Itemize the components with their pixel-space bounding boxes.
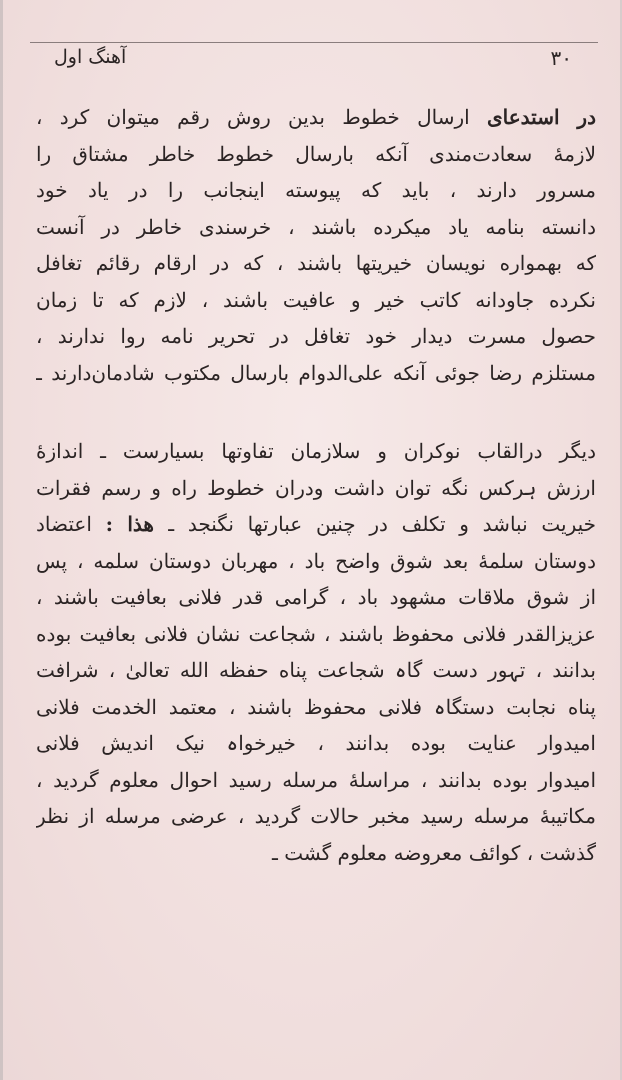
header-rule: [30, 42, 598, 43]
page-left-edge: [0, 0, 3, 1080]
text-line: دانسته بنامه یاد میکرده باشند ، خرسندی خاطر در آنست: [36, 214, 596, 239]
text-line: دوستان سلمهٔ بعد شوق واضح باد ، مهربان دوستان سلمه ، پس: [36, 548, 596, 573]
text-line: عزیزالقدر فلانی محفوظ باشند ، شجاعت نشان فلانی بعافیت بوده: [36, 621, 596, 646]
text-line: امیدوار بوده بدانند ، مراسلهٔ مرسله رسید احوال معلوم گردید ،: [36, 767, 596, 792]
text-fragment: اعتضاد: [36, 512, 106, 536]
text-fragment: خیریت نباشد و تکلف در چنین عبارتها نگنجد ـ: [168, 512, 596, 536]
body-text: [36, 99, 596, 871]
text-line: گذشت ، کوائف معروضه معلوم گشت ـ: [271, 840, 596, 865]
text-line: مسرور دارند ، باید که پیوسته اینجانب را در یاد خود: [36, 178, 596, 202]
running-title: آهنگ اول: [54, 46, 127, 68]
text-line: ارزش ہرکس نگه توان داشت ودران خطوط راه و رسم فقرات: [36, 475, 596, 500]
text-line: مکاتیبهٔ مرسله رسید مخبر حالات گردید ، عرضی مرسله از نظر: [36, 804, 596, 828]
text-line: مستلزم رضا جوئی آنکه علی‌الدوام بارسال مکتوب شادمان‌دارند ـ: [36, 360, 596, 385]
text-line: دیگر درالقاب نوکران و سلازمان تفاوتها بسیارست ـ اندازهٔ: [36, 439, 596, 463]
emphasis-hadha: هذا :: [105, 512, 169, 536]
text-line: [36, 99, 596, 136]
paragraph-gap: [36, 391, 596, 433]
text-line: نکرده جاودانه کاتب خیر و عافیت باشند ، لازم که تا زمان: [36, 287, 596, 312]
text-fragment: ارسال خطوط بدین روش رقم میتوان کرد ،: [36, 105, 487, 129]
text-line: لازمهٔ سعادت‌مندی آنکه بارسال خطوط خاطر مشتاق را: [36, 141, 596, 166]
text-line: امیدوار عنایت بوده بدانند ، خیرخواہ نیک اندیش فلانی: [36, 731, 596, 755]
section-heading: در استدعای: [487, 105, 596, 129]
text-line: از شوق ملاقات مشهود باد ، گرامی قدر فلانی بعافیت باشند ،: [36, 585, 596, 609]
text-line: [36, 506, 596, 543]
page-number: ۳۰: [550, 46, 572, 70]
text-line: حصول مسرت دیدار خود تغافل در تحریر نامه روا ندارند ،: [36, 324, 596, 348]
text-line: بدانند ، تہور دست گاہ شجاعت پناه حفظه الله تعالیٰ ، شرافت: [36, 658, 596, 682]
text-line: که بهمواره نویسان خیریتها باشند ، که در ارقام رقائم تغافل: [36, 251, 596, 275]
text-line: پناه نجابت دستگاہ فلانی محفوظ باشند ، معتمد الخدمت فلانی: [36, 694, 596, 719]
